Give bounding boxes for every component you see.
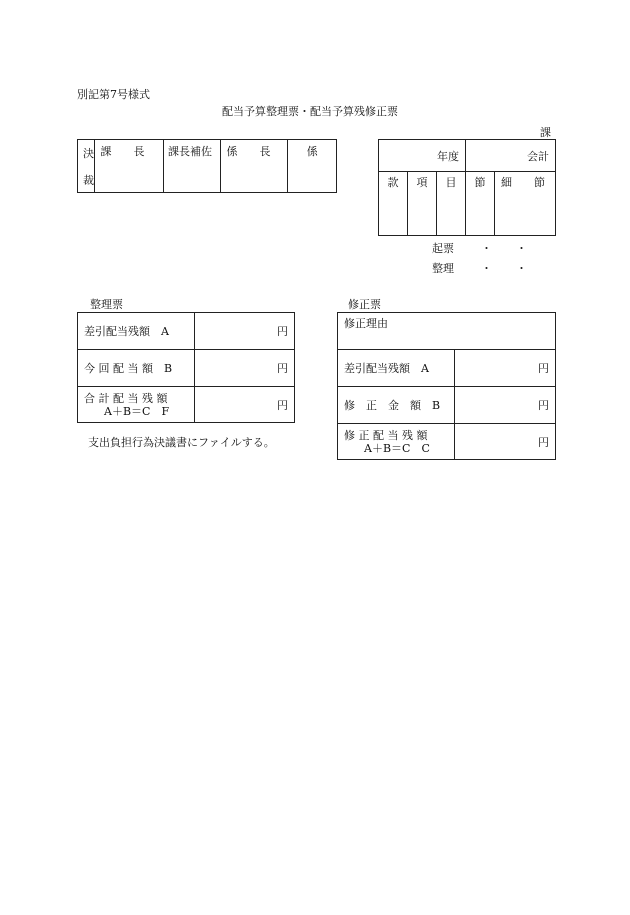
approval-subchief-label: 係 長: [226, 145, 271, 158]
arrangement-row-f-label-cell: [78, 387, 195, 423]
correction-row-c-value-cell[interactable]: [455, 424, 556, 460]
approval-staff-label: 係: [306, 145, 318, 158]
correction-row-c-label-2: A＋B＝C C: [364, 441, 430, 455]
department-suffix: 課: [540, 126, 551, 139]
yen-unit: 円: [277, 325, 288, 338]
correction-row-b-value-cell[interactable]: [455, 387, 556, 424]
account-cell[interactable]: [466, 140, 556, 172]
yen-unit: 円: [277, 362, 288, 375]
arrangement-row-a-label-cell: [78, 313, 195, 350]
arrangement-table: [77, 312, 295, 423]
page-title: 配当予算整理票・配当予算残修正票: [222, 105, 398, 118]
year-label: 年度: [437, 149, 459, 163]
seiri-dot-1: ・: [481, 262, 492, 275]
form-number: 別記第7号様式: [77, 88, 150, 101]
approval-staff-cell[interactable]: [288, 140, 337, 193]
moku-cell[interactable]: [437, 172, 466, 236]
arrangement-row-b-label-cell: [78, 350, 195, 387]
correction-row-a-label-cell: [338, 350, 455, 387]
correction-table: [337, 312, 556, 460]
year-cell[interactable]: [379, 140, 466, 172]
approval-table: [77, 139, 337, 193]
approval-label-cell: [78, 140, 95, 193]
correction-row-c-label-1: 修 正 配 当 残 額: [344, 428, 428, 442]
approval-sai: 裁: [83, 174, 94, 187]
kihyo-dot-2: ・: [516, 242, 527, 255]
approval-ketsu: 決: [83, 147, 94, 160]
approval-deputy-cell[interactable]: [163, 140, 220, 193]
yen-unit: 円: [538, 435, 549, 449]
approval-deputy-label: 課長補佐: [167, 145, 212, 158]
setsu-label: 節: [474, 176, 486, 189]
yen-unit: 円: [538, 399, 549, 412]
kou-label: 項: [416, 176, 428, 189]
arrangement-row-f-label-1: 合 計 配 当 残 額: [84, 391, 168, 405]
approval-chief-label: 課 長: [100, 145, 145, 158]
kan-cell[interactable]: [379, 172, 408, 236]
kan-label: 款: [387, 176, 399, 189]
correction-row-b-label-cell: [338, 387, 455, 424]
correction-row-c-label-cell: [338, 424, 455, 460]
kihyo-label: 起票: [432, 242, 454, 255]
budget-table: [378, 139, 556, 236]
moku-label: 目: [445, 176, 457, 189]
arrangement-row-b-value-cell[interactable]: [195, 350, 295, 387]
correction-row-b-label: 修 正 金 額 B: [344, 399, 441, 412]
arrangement-note: 支出負担行為決議書にファイルする。: [88, 436, 275, 449]
arrangement-row-f-value-cell[interactable]: [195, 387, 295, 423]
correction-reason-label: 修正理由: [344, 317, 388, 330]
arrangement-row-a-value-cell[interactable]: [195, 313, 295, 350]
kou-cell[interactable]: [408, 172, 437, 236]
arrangement-row-b-label: 今 回 配 当 額 B: [84, 362, 173, 375]
correction-row-a-label: 差引配当残額 A: [344, 362, 429, 375]
setsu-cell[interactable]: [466, 172, 495, 236]
seiri-label: 整理: [432, 262, 454, 275]
arrangement-row-f-label-2: A＋B＝C F: [104, 404, 170, 418]
saisetsu-cell[interactable]: [495, 172, 556, 236]
yen-unit: 円: [277, 398, 288, 412]
kihyo-dot-1: ・: [481, 242, 492, 255]
account-label: 会計: [527, 149, 549, 163]
arrangement-heading: 整理票: [90, 298, 123, 311]
correction-reason-cell[interactable]: [338, 313, 556, 350]
approval-subchief-cell[interactable]: [220, 140, 288, 193]
seiri-dot-2: ・: [516, 262, 527, 275]
correction-row-a-value-cell[interactable]: [455, 350, 556, 387]
correction-heading: 修正票: [348, 298, 381, 311]
approval-chief-cell[interactable]: [94, 140, 163, 193]
yen-unit: 円: [538, 362, 549, 375]
saisetsu-label: 細 節: [501, 176, 545, 189]
arrangement-row-a-label: 差引配当残額 A: [84, 325, 169, 338]
